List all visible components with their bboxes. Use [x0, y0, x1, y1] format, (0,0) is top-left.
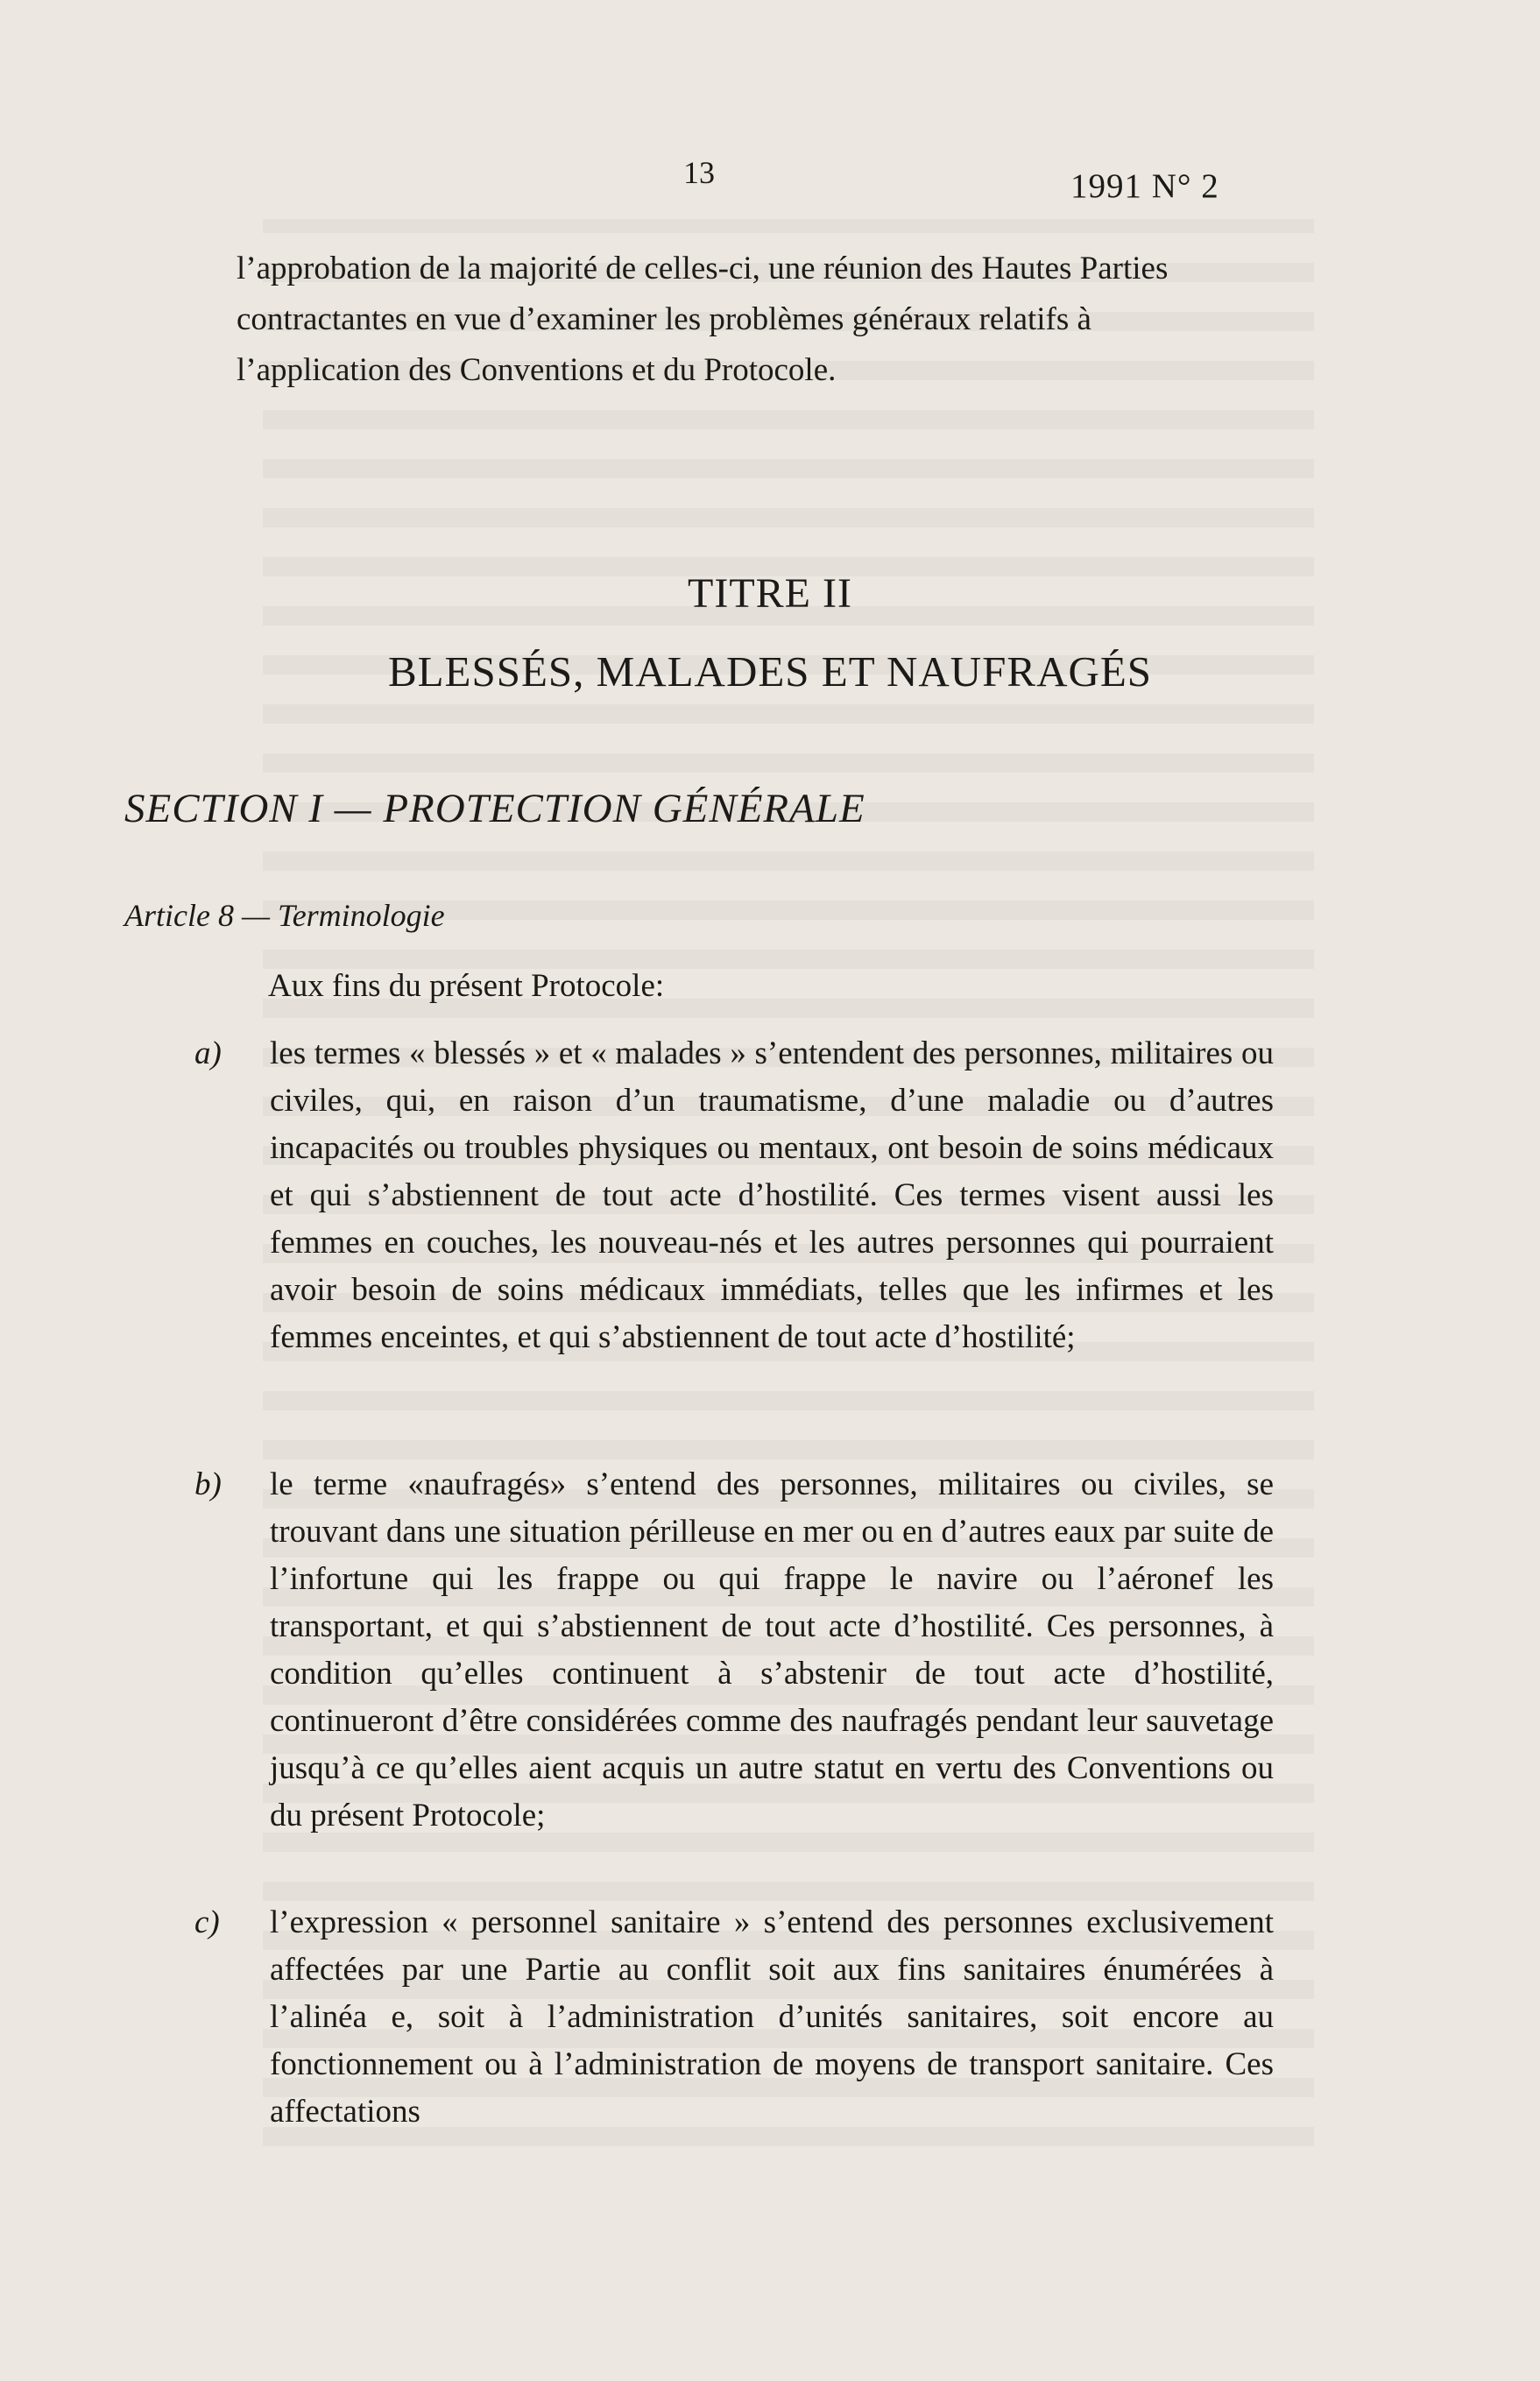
page-number: 13 [683, 155, 715, 190]
article-intro: Aux fins du présent Protocole: [268, 968, 665, 1004]
item-letter: c) [194, 1904, 220, 1940]
list-item [194, 1899, 1274, 2136]
continuation-paragraph: l’approbation de la majorité de celles-ci, une réunion des Hautes Parties contractantes en vue d’examiner les problèmes généraux relatifs à l’application des Conventions et du Protocole. [237, 251, 1169, 388]
item-letter: a) [194, 1035, 222, 1071]
publication-reference: 1991 N° 2 [1070, 167, 1219, 205]
item-letter: b) [194, 1466, 222, 1502]
item-text: le terme «naufragés» s’entend des personnes, militaires ou civiles, se trouvant dans une situation périlleuse en mer ou en d’autres eaux par suite de l’infortune qui les frappe ou qui frappe le navire ou l’aéronef les transportant, et qui s’abstiennent de tout acte d’hostilité. Ces personnes, à condition qu’elles continuent à s’abstenir de tout acte d’hostilité, continueront d’être considérées comme des naufragés pendant leur sauvetage jusqu’à ce qu’elles aient acquis un autre statut en vertu des Conventions ou du présent Protocole; [270, 1466, 1274, 1833]
list-item [194, 1461, 1274, 1840]
titre-number: TITRE II [688, 570, 852, 617]
item-text: l’expression « personnel sanitaire » s’entend des personnes exclusivement affectées par une Partie au conflit soit aux fins sanitaires énumérées à l’alinéa e, soit à l’administration d’unités sanitaires, soit encore au fonctionnement ou à l’administration de moyens de transport sanitaire. Ces affectations [270, 1904, 1274, 2130]
titre-name: BLESSÉS, MALADES ET NAUFRAGÉS [387, 647, 1153, 696]
item-text: les termes « blessés » et « malades » s’entendent des personnes, militaires ou civiles, qui, en raison d’un traumatisme, d’une maladie ou d’autres incapacités ou troubles physiques ou mentaux, ont besoin de soins médicaux et qui s’abstiennent de tout acte d’hostilité. Ces termes visent aussi les femmes en couches, les nouveau-nés et les autres personnes qui pourraient avoir besoin de soins médicaux immédiats, telles que les infirmes et les femmes enceintes, et qui s’abstiennent de tout acte d’hostilité; [270, 1035, 1274, 1355]
section-heading: SECTION I — PROTECTION GÉNÉRALE [124, 786, 865, 831]
article-heading: Article 8 — Terminologie [124, 898, 445, 933]
list-item [194, 1030, 1274, 1361]
